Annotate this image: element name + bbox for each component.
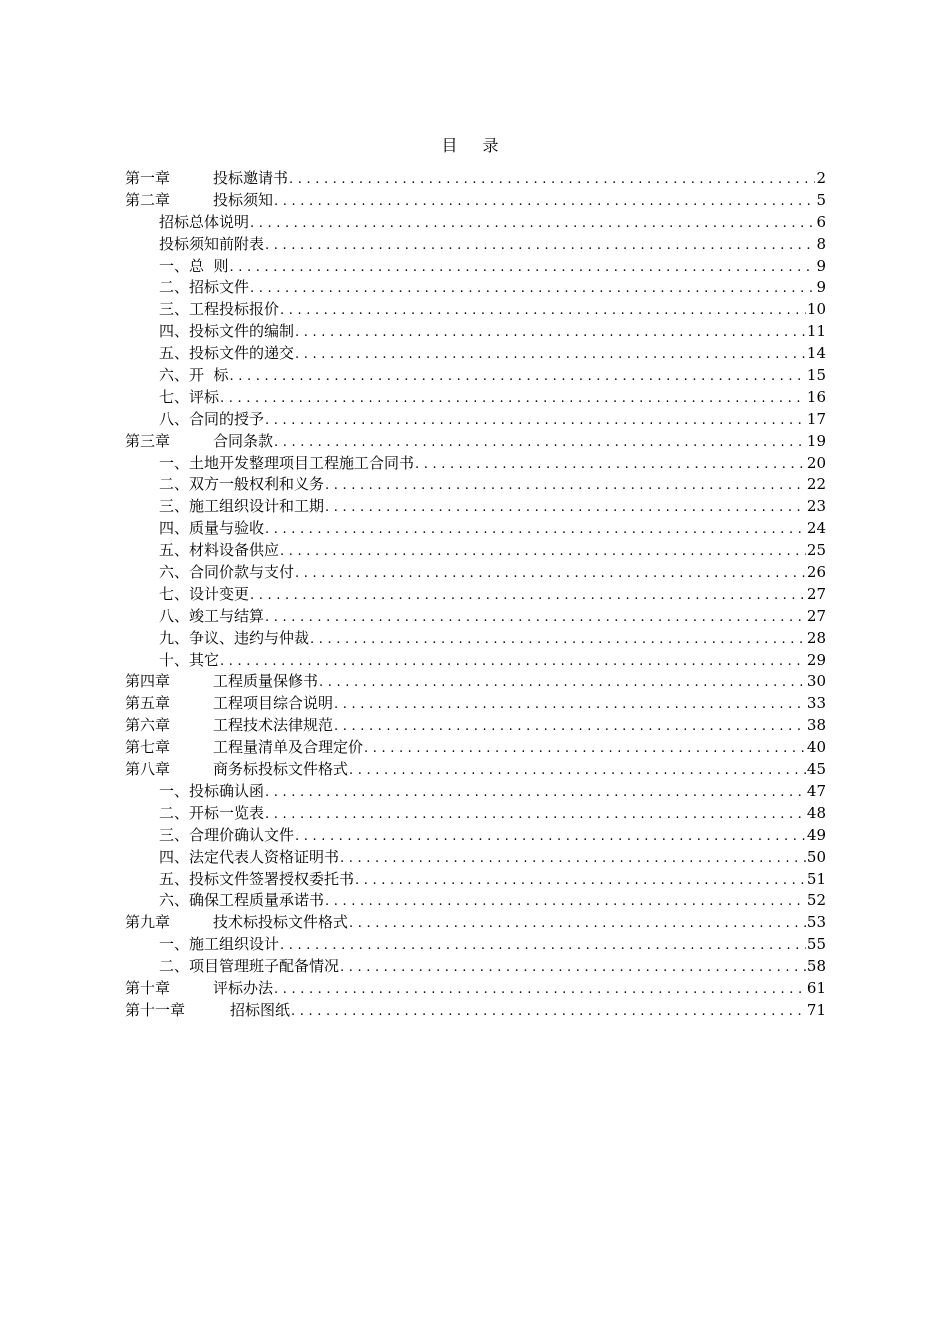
toc-section-entry[interactable] xyxy=(125,496,826,518)
toc-page-number: 5 xyxy=(816,190,826,209)
toc-chapter-number: 第七章 xyxy=(125,738,171,757)
toc-dot-leader xyxy=(349,913,806,935)
toc-dot-leader xyxy=(295,826,806,848)
toc-page-number: 27 xyxy=(806,606,826,625)
toc-entry-title: 五、投标文件的递交 xyxy=(159,344,295,363)
toc-page-number: 8 xyxy=(816,234,826,253)
toc-page-number: 53 xyxy=(806,913,826,932)
toc-dot-leader xyxy=(265,607,806,629)
toc-chapter-entry[interactable] xyxy=(125,978,826,1000)
toc-page-number: 19 xyxy=(806,431,826,450)
toc-chapter-number: 第十章 xyxy=(125,978,171,997)
toc-section-entry[interactable] xyxy=(125,256,826,278)
toc-entry-title: 工程量清单及合理定价 xyxy=(213,738,364,757)
toc-dot-leader xyxy=(265,235,815,257)
toc-entry-title: 一、总 则 xyxy=(159,256,229,275)
toc-page-number: 2 xyxy=(816,169,826,187)
toc-page-number: 28 xyxy=(806,628,826,647)
toc-section-entry[interactable] xyxy=(125,387,826,409)
toc-dot-leader xyxy=(280,541,806,563)
toc-entry-title: 商务标投标文件格式 xyxy=(213,760,349,779)
toc-entry-title: 三、合理价确认文件 xyxy=(159,825,295,844)
toc-dot-leader xyxy=(295,344,806,366)
toc-entry-title: 工程项目综合说明 xyxy=(213,694,334,713)
toc-entry-title: 技术标投标文件格式 xyxy=(213,913,349,932)
toc-page-number: 24 xyxy=(806,519,826,538)
toc-entry-title: 一、施工组织设计 xyxy=(159,935,280,954)
toc-dot-leader xyxy=(289,169,815,191)
toc-section-entry[interactable] xyxy=(125,343,826,365)
toc-section-entry[interactable] xyxy=(125,299,826,321)
toc-entry-title: 六、确保工程质量承诺书 xyxy=(159,891,325,910)
toc-entry-title: 二、项目管理班子配备情况 xyxy=(159,957,340,976)
toc-page-number: 6 xyxy=(816,212,826,231)
toc-chapter-number: 第八章 xyxy=(125,760,171,779)
toc-page-number: 25 xyxy=(806,541,826,560)
toc-dot-leader xyxy=(325,497,806,519)
toc-dot-leader xyxy=(250,213,815,235)
toc-dot-leader xyxy=(340,848,806,870)
toc-section-entry[interactable] xyxy=(125,890,826,912)
toc-chapter-entry[interactable] xyxy=(125,737,826,759)
toc-chapter-entry[interactable] xyxy=(125,168,826,190)
toc-section-entry[interactable] xyxy=(125,781,826,803)
toc-entry-title: 七、设计变更 xyxy=(159,584,250,603)
toc-entry-title: 四、投标文件的编制 xyxy=(159,322,295,341)
toc-page-number: 15 xyxy=(806,366,826,385)
toc-entry-title: 三、施工组织设计和工期 xyxy=(159,497,325,516)
toc-entry-title: 投标邀请书 xyxy=(213,169,289,187)
toc-page-number: 55 xyxy=(806,935,826,954)
toc-entry-title: 四、质量与验收 xyxy=(159,519,265,538)
toc-chapter-number: 第十一章 xyxy=(125,1000,186,1019)
toc-section-entry[interactable] xyxy=(125,869,826,891)
toc-section-entry[interactable] xyxy=(125,365,826,387)
toc-page-number: 9 xyxy=(816,256,826,275)
toc-section-entry[interactable] xyxy=(125,540,826,562)
toc-chapter-number: 第九章 xyxy=(125,913,171,932)
toc-page-number: 48 xyxy=(806,803,826,822)
toc-entry-title: 二、招标文件 xyxy=(159,278,250,297)
toc-chapter-number: 第一章 xyxy=(125,169,171,187)
toc-section-entry[interactable] xyxy=(125,934,826,956)
toc-dot-leader xyxy=(295,322,806,344)
toc-section-entry[interactable] xyxy=(125,562,826,584)
toc-chapter-number: 第四章 xyxy=(125,672,171,691)
toc-chapter-entry[interactable] xyxy=(125,759,826,781)
toc-chapter-entry[interactable] xyxy=(125,190,826,212)
toc-dot-leader xyxy=(280,300,806,322)
toc-section-entry[interactable] xyxy=(125,409,826,431)
toc-section-entry[interactable] xyxy=(125,321,826,343)
toc-page-number: 26 xyxy=(806,563,826,582)
toc-section-entry[interactable] xyxy=(125,584,826,606)
toc-dot-leader xyxy=(349,760,806,782)
toc-dot-leader xyxy=(220,388,806,410)
toc-dot-leader xyxy=(325,891,806,913)
toc-page-number: 33 xyxy=(806,694,826,713)
toc-page-number: 14 xyxy=(806,344,826,363)
toc-page-number: 16 xyxy=(806,387,826,406)
toc-section-entry[interactable] xyxy=(125,212,826,234)
toc-entry-title: 工程质量保修书 xyxy=(213,672,319,691)
toc-page-number: 22 xyxy=(806,475,826,494)
toc-entry-title: 五、投标文件签署授权委托书 xyxy=(159,869,355,888)
toc-dot-leader xyxy=(274,432,806,454)
toc-entry-title: 五、材料设备供应 xyxy=(159,541,280,560)
toc-page-number: 58 xyxy=(806,957,826,976)
toc-dot-leader xyxy=(265,410,806,432)
toc-chapter-entry[interactable] xyxy=(125,715,826,737)
toc-section-entry[interactable] xyxy=(125,650,826,672)
toc-dot-leader xyxy=(340,957,806,979)
toc-page-number: 47 xyxy=(806,781,826,800)
toc-entry-title: 八、合同的授予 xyxy=(159,409,265,428)
toc-entry-title: 招标图纸 xyxy=(230,1000,291,1019)
toc-page-number: 38 xyxy=(806,716,826,735)
toc-section-entry[interactable] xyxy=(125,956,826,978)
toc-page-number: 71 xyxy=(806,1000,826,1019)
toc-page-number: 11 xyxy=(806,322,826,341)
toc-page-number: 17 xyxy=(806,409,826,428)
toc-dot-leader xyxy=(265,519,806,541)
toc-page-number: 23 xyxy=(806,497,826,516)
toc-entry-title: 七、评标 xyxy=(159,387,220,406)
toc-page-number: 52 xyxy=(806,891,826,910)
toc-dot-leader xyxy=(415,454,806,476)
toc-page-number: 40 xyxy=(806,738,826,757)
toc-dot-leader xyxy=(265,782,806,804)
toc-page-number: 51 xyxy=(806,869,826,888)
toc-entry-title: 一、土地开发整理项目工程施工合同书 xyxy=(159,453,415,472)
toc-entry-title: 投标须知 xyxy=(213,190,274,209)
toc-page-number: 9 xyxy=(816,278,826,297)
toc-dot-leader xyxy=(334,694,806,716)
toc-dot-leader xyxy=(364,738,806,760)
toc-entry-title: 六、合同价款与支付 xyxy=(159,563,295,582)
toc-entry-title: 四、法定代表人资格证明书 xyxy=(159,847,340,866)
toc-page-number: 10 xyxy=(806,300,826,319)
toc-page-number: 49 xyxy=(806,825,826,844)
toc-entry-title: 十、其它 xyxy=(159,650,220,669)
toc-chapter-entry[interactable] xyxy=(125,693,826,715)
toc-dot-leader xyxy=(334,716,806,738)
toc-dot-leader xyxy=(230,257,816,279)
toc-chapter-number: 第五章 xyxy=(125,694,171,713)
toc-entry-title: 一、投标确认函 xyxy=(159,781,265,800)
toc-entry-title: 招标总体说明 xyxy=(159,212,250,231)
toc-page-number: 50 xyxy=(806,847,826,866)
toc-entry-title: 八、竣工与结算 xyxy=(159,606,265,625)
toc-dot-leader xyxy=(250,278,815,300)
toc-page-number: 30 xyxy=(806,672,826,691)
toc-page-number: 29 xyxy=(806,650,826,669)
toc-chapter-number: 第三章 xyxy=(125,431,171,450)
toc-section-entry[interactable] xyxy=(125,234,826,256)
toc-dot-leader xyxy=(220,651,806,673)
toc-dot-leader xyxy=(325,475,806,497)
toc-entry-title: 投标须知前附表 xyxy=(159,234,265,253)
toc-section-entry[interactable] xyxy=(125,825,826,847)
toc-entry-title: 三、工程投标报价 xyxy=(159,300,280,319)
toc-chapter-entry[interactable] xyxy=(125,1000,826,1022)
toc-section-entry[interactable] xyxy=(125,453,826,475)
toc-chapter-entry[interactable] xyxy=(125,912,826,934)
toc-chapter-entry[interactable] xyxy=(125,431,826,453)
toc-section-entry[interactable] xyxy=(125,606,826,628)
toc-page-number: 20 xyxy=(806,453,826,472)
toc-dot-leader xyxy=(319,672,806,694)
toc-title: 目 录 xyxy=(441,136,509,155)
toc-entry-title: 六、开 标 xyxy=(159,366,229,385)
toc-page-number: 61 xyxy=(806,978,826,997)
toc-dot-leader xyxy=(274,191,815,213)
toc-entry-title: 二、开标一览表 xyxy=(159,803,265,822)
toc-section-entry[interactable] xyxy=(125,474,826,496)
toc-dot-leader xyxy=(230,366,806,388)
toc-dot-leader xyxy=(295,563,806,585)
toc-chapter-number: 第六章 xyxy=(125,716,171,735)
toc-dot-leader xyxy=(310,629,806,651)
toc-section-entry[interactable] xyxy=(125,847,826,869)
toc-section-entry[interactable] xyxy=(125,628,826,650)
toc-entry-title: 合同条款 xyxy=(213,431,274,450)
toc-section-entry[interactable] xyxy=(125,803,826,825)
toc-chapter-entry[interactable] xyxy=(125,671,826,693)
toc-dot-leader xyxy=(265,804,806,826)
toc-dot-leader xyxy=(274,979,806,1001)
toc-dot-leader xyxy=(291,1001,806,1023)
toc-entry-title: 二、双方一般权利和义务 xyxy=(159,475,325,494)
toc-dot-leader xyxy=(280,935,806,957)
toc-section-entry[interactable] xyxy=(125,277,826,299)
toc-entry-title: 工程技术法律规范 xyxy=(213,716,334,735)
toc-chapter-number: 第二章 xyxy=(125,190,171,209)
toc-page-number: 27 xyxy=(806,584,826,603)
toc-dot-leader xyxy=(250,585,806,607)
toc-entry-title: 评标办法 xyxy=(213,978,274,997)
toc-section-entry[interactable] xyxy=(125,518,826,540)
toc-entry-title: 九、争议、违约与仲裁 xyxy=(159,628,310,647)
toc-dot-leader xyxy=(355,870,806,892)
toc-page-number: 45 xyxy=(806,760,826,779)
table-of-contents xyxy=(125,168,826,1022)
